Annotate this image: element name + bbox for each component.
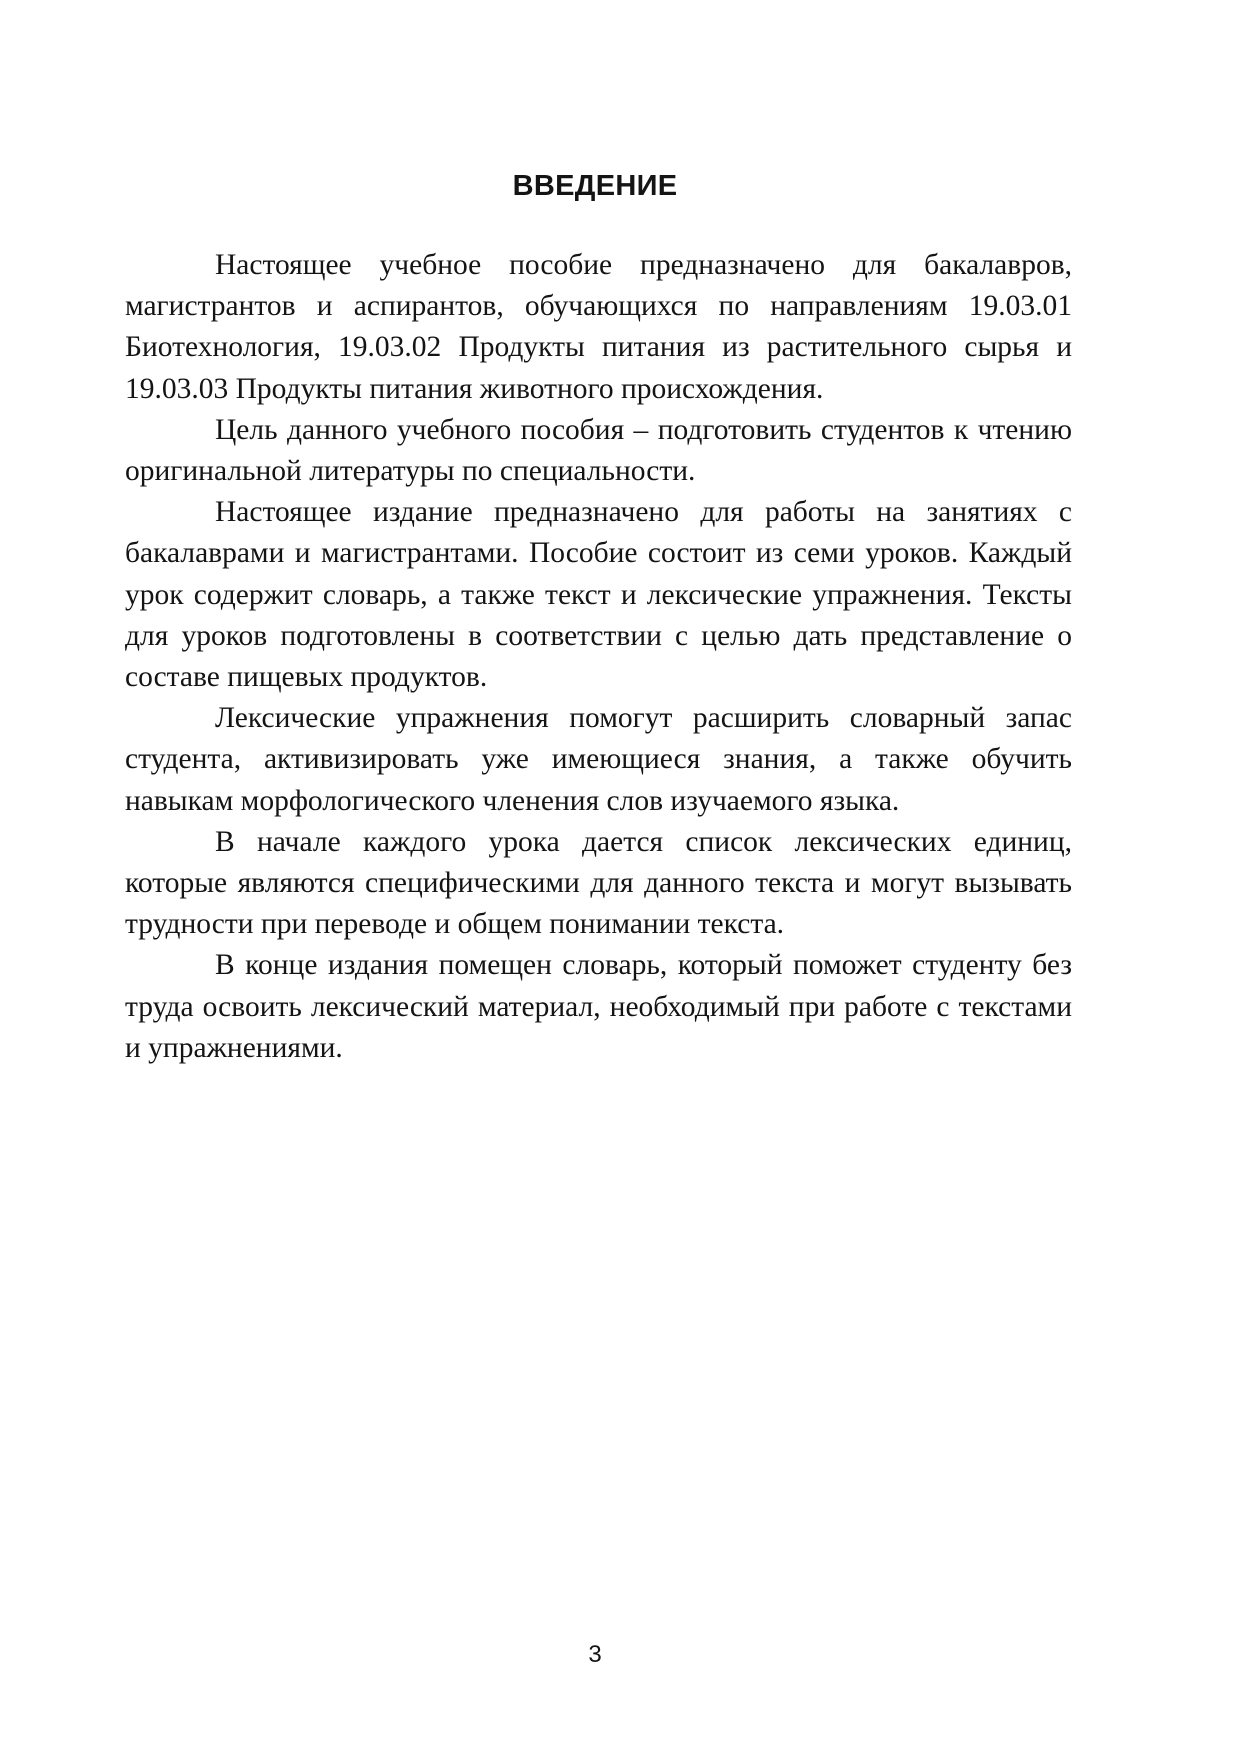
page-number: 3 <box>588 1641 602 1668</box>
paragraph-exercises: Лексические упражнения помогут расширить словарный запас студента, активизировать уже имеющиеся знания, а также обучить навыкам морфологического членения слов изучаемого языка. <box>125 702 1072 817</box>
paragraph-lexical-units: В начале каждого урока дается список лексических единиц, которые являются специфическими для данного текста и могут вызывать трудности при переводе и общем понимании текста. <box>125 825 1072 941</box>
body-text <box>125 245 1072 1069</box>
paragraph-goal: Цель данного учебного пособия – подготовить студентов к чтению оригинальной литературы по специальности. <box>125 413 1072 488</box>
paragraph-structure: Настоящее издание предназначено для работы на занятиях с бакалаврами и магистрантами. Пособие состоит из семи уроков. Каждый урок содержит словарь, а также текст и лексические упражнения. Тексты для уроков подготовлены в соответствии с целью дать представление о составе пищевых продуктов. <box>125 496 1072 694</box>
page-title: ВВЕДЕНИЕ <box>512 170 678 202</box>
paragraph-dictionary: В конце издания помещен словарь, который поможет студенту без труда освоить лексический материал, необходимый при работе с текстами и упражнениями. <box>125 949 1072 1064</box>
paragraph-purpose: Настоящее учебное пособие предназначено для бакалавров, магистрантов и аспирантов, обучающихся по направлениям 19.03.01 Биотехнология, 19.03.02 Продукты питания из растительного сырья и 19.03.03 Продукты питания животного происхождения. <box>125 249 1072 405</box>
